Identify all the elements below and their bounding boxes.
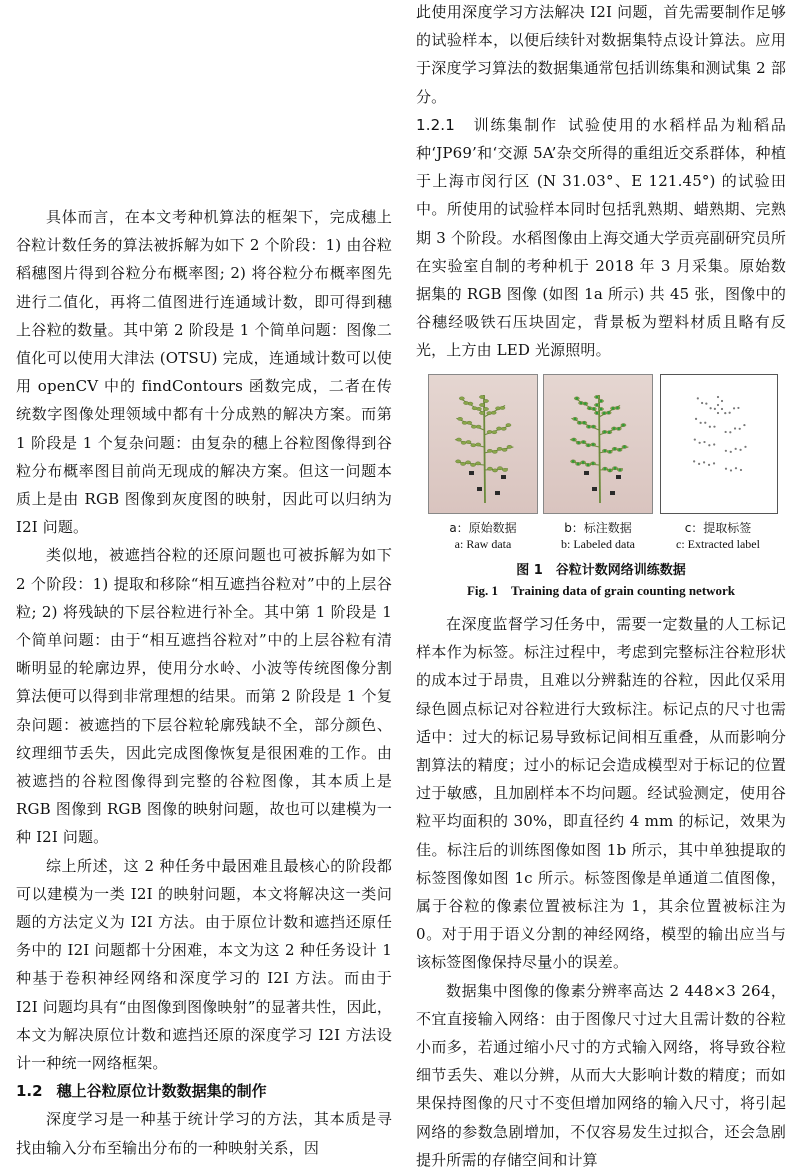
extracted-label-dot [710,407,712,409]
sublabel-b-zh: b：标注数据 [564,521,632,535]
label-marker [616,407,619,410]
label-marker [617,427,620,430]
label-marker [573,438,576,441]
grain [476,443,481,446]
extracted-label-dot [713,462,715,464]
extracted-label-dot [699,442,701,444]
extracted-label-dot [740,469,742,471]
grain [471,444,476,447]
label-marker [619,469,622,472]
label-marker [588,425,591,428]
label-marker [577,442,580,445]
panicle-branch [599,425,625,435]
label-marker [584,402,587,405]
label-marker [596,412,599,415]
paragraph-training-set [416,111,786,365]
grain [466,440,471,443]
extracted-label-dot [725,431,727,433]
sublabel-c-en: c: Extracted label [676,537,760,551]
labeled-panicle-image [544,375,654,515]
label-marker [603,431,606,434]
label-marker [593,408,596,411]
extracted-label-dot [735,448,737,450]
label-marker [604,467,607,470]
extracted-label-dot [717,404,719,406]
label-marker [578,422,581,425]
extracted-label-dot [693,460,695,462]
extracted-label-dot [721,400,723,402]
label-marker [600,408,603,411]
extracted-label-dot [724,412,726,414]
extracted-label-dot [733,407,735,409]
section-title: 穗上谷粒原位计数数据集的制作 [56,1082,267,1101]
extracted-label-dot [743,424,745,426]
panicle-branch [484,425,510,435]
extracted-label-dot [708,464,710,466]
extracted-label-dot [700,422,702,424]
figure-caption [416,561,786,601]
label-marker [588,407,591,410]
figure-caption-en: Fig. 1 Training data of grain counting network [466,583,736,598]
extracted-label-dot [730,469,732,471]
grain [483,407,488,410]
paragraph-summary: 综上所述，这 2 种任务中最困难且最核心的阶段都可以建模为一类 I2I 的映射问题，本文将解决这一类问题的方法定义为 I2I 方法。由于原位计数和遮挡还原任务中的 I2I 问题都十分困难，本文为这 2 种任务设计 1 种基于卷积神经网络和深度学习的 I2I 方法。而由于 I2I 问题均具有“由图像到图像映射”的显著共性，因此，本文为解决原位计数和遮挡还原的深度学习 I2I 方法设计一种统一网络框架。 [16,856,392,1073]
panicle-stem [484,395,485,503]
label-marker [587,464,590,467]
grain [465,461,470,464]
label-marker [580,402,583,405]
sublabel-a [428,520,538,552]
extracted-label-dot [730,451,732,453]
grain [479,403,484,406]
extracted-label-dot [713,443,715,445]
label-marker [596,396,599,399]
paragraph-deep-learning-intro: 深度学习是一种基于统计学习的方法，其本质是寻找由输入分布至输出分布的一种映射关系，因 [16,1110,392,1157]
grain [492,431,497,434]
grain [502,468,507,471]
left-column [16,203,392,1162]
grain [497,467,502,470]
grain [497,447,502,450]
paragraph-algorithm-stages: 具体而言，在本文考种机算法的框架下，完成穗上谷粒计数任务的算法被拆解为如下 2 个阶段：1) 由谷粒稻穗图片得到谷粒分布概率图; 2) 将谷粒分布概率图先进行二值化，再将二值图进行连通域计数，即可得到穗上谷粒的数量。其中第 2 阶段是 1 个简单问题：图像二值化可以使用大津法 (OTSU) 完成，连通域计数可以使用 openCV 中的 findContours 函数完成，二者在传统数字图像处理领域中都有十分成熟的解决方案。而第 1 阶段是 1 个复杂问题：由复杂的穗上谷粒图像得到谷粒分布概率图目前尚无现成的解决方案。但这一问题本质上是由 RGB 图像到灰度图的映射，因此可以归纳为 I2I 问题。 [16,208,392,537]
grain [501,427,506,430]
paragraph-resolution: 数据集中图像的像素分辨率高达 2 448×3 264，不宜直接输入网络：由于图像尺寸过大且需计数的谷粒小而多，若通过缩小尺寸的方式输入网络，将导致谷粒细节丢失、难以分辨，从而大大影响计数的精度；而如果保持图像的尺寸不变但增加网络的输入尺寸，将引起网络的参数急剧增加，不仅容易发生过拟合，还会急剧提升所需的存储空间和计算 [416,981,786,1169]
grain [479,411,484,414]
label-marker [603,412,606,415]
label-marker [587,444,590,447]
label-marker [574,418,577,421]
figure-panel-extracted [660,374,778,514]
extracted-label-dot [721,408,723,410]
label-marker [572,460,575,463]
magnet-block [477,487,482,491]
grain [470,463,475,466]
grain [500,406,505,409]
label-marker [600,400,603,403]
grain [461,441,466,444]
extracted-label-dot [717,412,719,414]
magnet-block [610,491,615,495]
label-marker [592,425,595,428]
extracted-label-dot [744,446,746,448]
grain [461,462,466,465]
grain [506,423,511,426]
label-marker [618,449,621,452]
grain [459,397,464,400]
grain [479,395,484,398]
extracted-label-dot [697,397,699,399]
extracted-label-dot [705,403,707,405]
label-marker [582,441,585,444]
extracted-label-dot [703,461,705,463]
extracted-label-dot [704,422,706,424]
rice-panicle-image [429,375,539,515]
grain [472,407,477,410]
extracted-label-dot [717,396,719,398]
grain [456,460,461,463]
sublabel-c [653,520,783,552]
grain [471,425,476,428]
extracted-label-dot [725,468,727,470]
grain [487,430,492,433]
extracted-label-dot [709,426,711,428]
grain [462,421,467,424]
label-marker [614,467,617,470]
sublabel-b-en: b: Labeled data [561,537,635,551]
extracted-label-dot [739,449,741,451]
grain [492,469,497,472]
grain [492,450,497,453]
extracted-label-dot [698,463,700,465]
grain [457,417,462,420]
paragraph-continued: 此使用深度学习方法解决 I2I 问题，首先需要制作足够的试验样本，以便后续针对数据集特点设计算法。应用于深度学习算法的数据集通常包括训练集和测试集 2 部分。 [416,3,786,106]
training-set-text: 试验使用的水稻样品为籼稻品种‘JP69’和‘交源 5A’杂交所得的重组近交系群体，种植于上海市闵行区 (N 31.03°、E 121.45°) 的试验田中。所使用的试验样本同时包括乳熟期、蜡熟期、完熟期 3 个阶段。水稻图像由上海交通大学贡亮副研究员所在实验室自制的考种机于 2018 年 3 月采集。原始数据集的 RGB 图像 (如图 1a 所示) 共 45 张，图像中的谷穗经吸铁石压块固定，背景板为塑料材质且略有反光，上方由 LED 光源照明。 [416,115,786,360]
label-marker [577,463,580,466]
label-marker [623,446,626,449]
grain [491,411,496,414]
sublabel-c-zh: c：提取标签 [684,521,752,535]
grain [483,399,488,402]
label-marker [622,424,625,427]
extracted-label-dot [725,450,727,452]
magnet-block [495,491,500,495]
extracted-label-dot [714,408,716,410]
extracted-label-dot [735,467,737,469]
sublabel-a-zh: a：原始数据 [449,521,517,535]
section-heading [16,1077,392,1105]
extracted-label-dot [729,431,731,433]
extracted-label-dot [695,418,697,420]
extracted-label-dot [729,412,731,414]
grain [463,401,468,404]
label-marker [576,397,579,400]
paragraph-occlusion-stages: 类似地，被遮挡谷粒的还原问题也可被拆解为如下 2 个阶段：1) 提取和移除“相互遮挡谷粒对”中的上层谷粒; 2) 将残缺的下层谷粒进行补全。其中第 1 阶段是 1 个简单问题：由于“相互遮挡谷粒对”中的上层谷粒有清晰明显的轮廓边界，使用分水岭、小波等传统图像分割算法便可以得到非常理想的结果。而第 2 阶段是 1 个复杂问题：被遮挡的下层谷粒轮廓残缺不全，部分颜色、纹理细节丢失，因此完成图像恢复是很困难的工作。由被遮挡的谷粒图像得到完整的谷粒图像，其本质上是 RGB 图像到 RGB 图像的映射问题，故也可以建模为一种 I2I 问题。 [16,546,392,847]
magnet-block [592,487,597,491]
panicle-stem [599,395,600,503]
right-column-bottom [416,610,786,1174]
extracted-label-dot [701,402,703,404]
grain [496,427,501,430]
grain [507,445,512,448]
figure-1 [428,374,780,514]
sublabel-b [543,520,653,552]
label-marker [613,427,616,430]
extracted-label-dot [737,407,739,409]
right-column-top [416,0,786,365]
sublabel-a-en: a: Raw data [454,537,512,551]
section-number: 1.2 [16,1082,43,1101]
subsection-heading: 1.2.1 训练集制作 [416,115,559,134]
magnet-block [501,475,506,479]
extracted-label-dot [734,427,736,429]
grain [487,467,492,470]
extracted-label-dot [708,444,710,446]
label-marker [592,462,595,465]
extracted-label-dot [703,441,705,443]
magnet-block [616,475,621,479]
figure-panel-raw [428,374,538,514]
label-marker [583,421,586,424]
magnet-block [584,471,589,475]
figure-panel-labeled [543,374,653,514]
label-marker [604,450,607,453]
grain [456,438,461,441]
label-marker [582,461,585,464]
label-marker [608,431,611,434]
label-marker [608,451,611,454]
extracted-label-dot [713,426,715,428]
extracted-label-dot [739,428,741,430]
extracted-label-image [661,375,779,515]
figure-caption-zh: 图 1 谷粒计数网络训练数据 [516,563,686,578]
extracted-label-dot [694,438,696,440]
label-marker [613,448,616,451]
label-marker [612,407,615,410]
label-marker [596,404,599,407]
grain [487,449,492,452]
grain [475,462,480,465]
magnet-block [469,471,474,475]
paragraph-labeling: 在深度监督学习任务中，需要一定数量的人工标记样本作为标签。标注过程中，考虑到完整标注谷粒形状的成本过于昂贵，且难以分辨黏连的谷粒，因此仅采用绿色圆点标记对谷粒进行大致标注。标记点的尺寸也需适中：过大的标记易导致标记间相互重叠，从而影响分割算法的精度；过小的标记会造成模型对于标记的位置过于敏感，且加剧样本不均问题。经试验测定，使用谷粒平均面积的 30%，即直径约 4 mm 的标记，效果为佳。标注后的训练图像如图 1b 所示，其中单独提取的标签图像如图 1c 所示。标签图像是单通道二值图像，属于谷粒的像素位置被标注为 1，其余位置被标注为 0。对于用于语义分割的神经网络，模型的输出应当与该标签图像保持尽量小的误差。 [416,615,786,972]
label-marker [607,411,610,414]
label-marker [609,469,612,472]
label-marker [592,443,595,446]
grain [502,448,507,451]
